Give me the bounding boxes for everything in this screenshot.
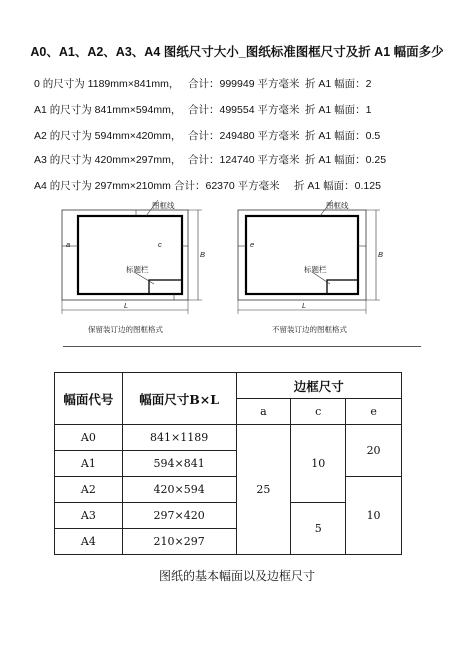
frame-line-label: 图框线 xyxy=(152,201,175,210)
size-cell: 297×420 xyxy=(122,503,236,529)
frame-line-label: 图框线 xyxy=(326,201,349,210)
c-value-bottom: 5 xyxy=(291,503,346,555)
title-block xyxy=(327,280,358,294)
dim-B-label: B xyxy=(200,250,206,259)
table-row xyxy=(55,477,402,503)
area-total: 合计：62370 平方毫米 xyxy=(174,180,280,192)
dim-a-label: a xyxy=(66,240,71,249)
area-total: 合计：124740 平方毫米 xyxy=(188,154,300,166)
size-text: A1 的尺寸为 841mm×594mm， xyxy=(34,104,182,116)
size-text: A4 的尺寸为 297mm×210mm xyxy=(34,180,171,192)
header-a: a xyxy=(236,399,291,425)
fold-count: 折 A1 幅面：2 xyxy=(305,78,372,90)
paper-size-table xyxy=(54,372,402,555)
c-value-top: 10 xyxy=(291,425,346,503)
dim-L-label: L xyxy=(124,301,129,310)
diagram-caption: 不留装订边的图框格式 xyxy=(272,325,347,334)
code-cell: A4 xyxy=(55,529,123,555)
header-border: 边框尺寸 xyxy=(236,373,401,399)
title-block-label: 标题栏 xyxy=(126,265,149,274)
area-total: 合计：249480 平方毫米 xyxy=(188,130,300,142)
e-value-top: 20 xyxy=(346,425,402,477)
page-title: A0、A1、A2、A3、A4 图纸尺寸大小_图纸标准图框尺寸及折 A1 幅面多少 xyxy=(30,45,444,59)
header-code: 幅面代号 xyxy=(55,373,123,425)
title-block-label: 标题栏 xyxy=(304,265,327,274)
code-cell: A0 xyxy=(55,425,123,451)
header-size: 幅面尺寸B×L xyxy=(122,373,236,425)
fold-count: 折 A1 幅面：0.25 xyxy=(305,154,387,166)
frame-diagram-svg xyxy=(224,196,394,321)
e-value-bottom: 10 xyxy=(346,477,402,555)
header-e: e xyxy=(346,399,402,425)
dim-c-label: c xyxy=(158,240,162,249)
area-total: 合计：499554 平方毫米 xyxy=(188,104,300,116)
a-value-cell: 25 xyxy=(236,425,291,555)
size-text: A2 的尺寸为 594mm×420mm， xyxy=(34,130,182,142)
table-row xyxy=(55,425,402,451)
dim-L-label: L xyxy=(302,301,307,310)
table-header-row xyxy=(55,373,402,399)
size-cell: 594×841 xyxy=(122,451,236,477)
code-cell: A2 xyxy=(55,477,123,503)
size-text: 0 的尺寸为 1189mm×841mm， xyxy=(34,78,180,90)
frame-line xyxy=(78,216,182,294)
diagram-caption: 保留装订边的图框格式 xyxy=(88,325,163,334)
frame-diagram-svg xyxy=(46,196,216,321)
size-cell: 210×297 xyxy=(122,529,236,555)
fold-count: 折 A1 幅面：1 xyxy=(305,104,372,116)
sheet-outline xyxy=(238,210,366,300)
size-cell: 841×1189 xyxy=(122,425,236,451)
table-caption: 图纸的基本幅面以及边框尺寸 xyxy=(158,569,315,583)
size-text: A3 的尺寸为 420mm×297mm， xyxy=(34,154,182,166)
code-cell: A3 xyxy=(55,503,123,529)
frame-line xyxy=(246,216,358,294)
header-c: c xyxy=(291,399,346,425)
frame-diagram-without-binding xyxy=(224,196,394,334)
size-cell: 420×594 xyxy=(122,477,236,503)
title-block xyxy=(149,280,182,294)
fold-count: 折 A1 幅面：0.5 xyxy=(305,130,381,142)
dim-e-label: e xyxy=(250,240,255,249)
dim-B-label: B xyxy=(378,250,384,259)
frame-diagram-with-binding xyxy=(46,196,216,334)
code-cell: A1 xyxy=(55,451,123,477)
fold-count: 折 A1 幅面：0.125 xyxy=(294,180,381,192)
sheet-outline xyxy=(62,210,188,300)
section-divider xyxy=(63,346,421,347)
area-total: 合计：999949 平方毫米 xyxy=(188,78,300,90)
